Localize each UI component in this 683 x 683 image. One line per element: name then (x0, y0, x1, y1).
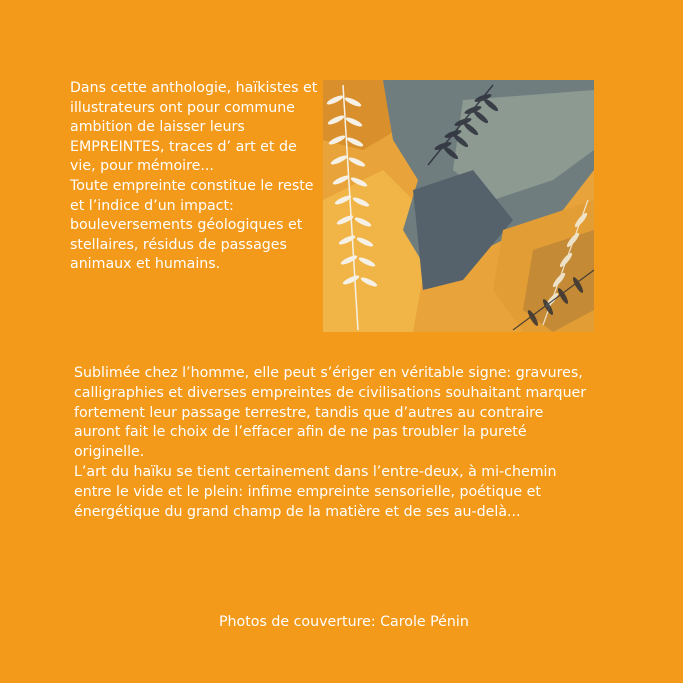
body-text-block (74, 364, 594, 522)
photo-credit: Photos de couverture: Carole Pénin (219, 614, 469, 630)
body-paragraph-2: L’art du haïku se tient certainement dans l’entre-deux, à mi-chemin entre le vide et le plein: infime empreinte sensorielle, poétique et énergétique du grand champ de la matière et de ses au-delà... (74, 463, 557, 520)
intro-text-block (70, 79, 320, 275)
body-paragraph-1: Sublimée chez l’homme, elle peut s’ériger en véritable signe: gravures, calligraphies et diverses empreintes de civilisations souhaitant marquer fortement leur passage terrestre, tandis que d’autres au contraire auront fait le choix de l’effacer afin de ne pas troubler la pureté originelle. (74, 365, 587, 461)
fern-print-illustration (323, 80, 594, 332)
intro-paragraph-1: Dans cette anthologie, haïkistes et illustrateurs ont pour commune ambition de laisser leurs EMPREINTES, traces d’ art et de vie, pour mémoire... (70, 80, 318, 175)
intro-paragraph-2: Toute empreinte constitue le reste et l’indice d’un impact: bouleversements géologiques et stellaires, résidus de passages animaux et humains. (70, 177, 314, 273)
fern-print-photo (323, 80, 594, 332)
